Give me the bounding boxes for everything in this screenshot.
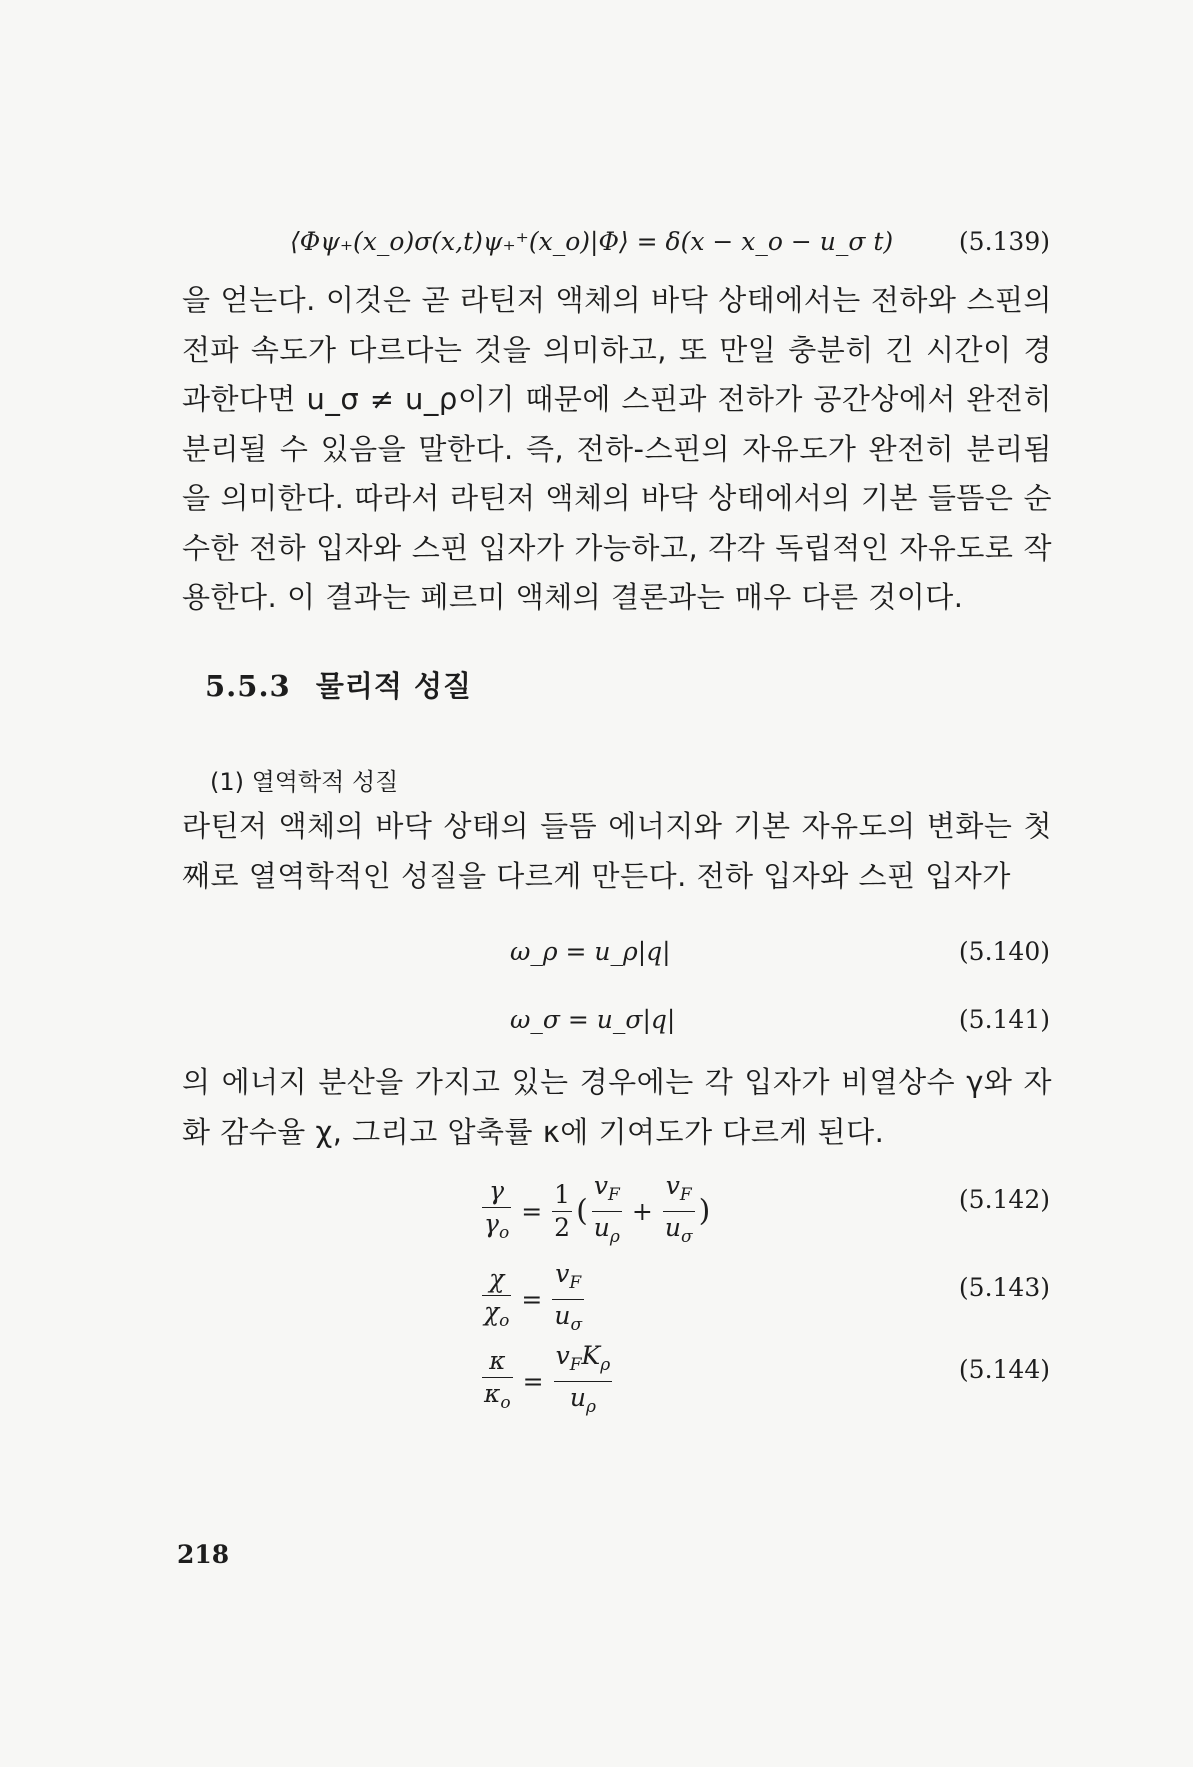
- equation-number: (5.143): [958, 1273, 1050, 1302]
- equation-body: ω_σ = u_σ|q|: [510, 1005, 676, 1034]
- equation-body-rendered: $\frac{\chi}{\chi_o}$ = $\frac{v_F}{u_\sigma}$: [484, 1259, 583, 1335]
- equation-number: (5.140): [958, 937, 1050, 966]
- paragraph-contributions: 의 에너지 분산을 가지고 있는 경우에는 각 입자가 비열상수 γ와 자화 감수율 χ, 그리고 압축률 κ에 기여도가 다르게 된다.: [182, 1065, 1052, 1149]
- equation-number: (5.139): [958, 227, 1050, 256]
- equation-number: (5.144): [958, 1355, 1050, 1384]
- equation-number: (5.141): [958, 1005, 1050, 1034]
- equation-body: ω_ρ = u_ρ|q|: [510, 937, 671, 966]
- equation-body-rendered: $\frac{\kappa}{\kappa_o}$ = $\frac{v_FK_\rho}{u_\rho}$: [484, 1341, 611, 1417]
- section-title-text: 물리적 성질: [315, 669, 473, 703]
- paragraph-spin-charge-separation: 을 얻는다. 이것은 곧 라틴저 액체의 바닥 상태에서는 전하와 스핀의 전파 속도가 다르다는 것을 의미하고, 또 만일 충분히 긴 시간이 경과한다면 u_σ ≠ u_ρ이기 때문에 스핀과 전하가 공간상에서 완전히 분리될 수 있음을 말한다. 즉, 전하-스핀의 자유도가 완전히 분리됨을 의미한다. 따라서 라틴저 액체의 바닥 상태에서의 기본 들뜸은 순수한 전하 입자와 스핀 입자가 가능하고, 각각 독립적인 자유도로 작용한다. 이 결과는 페르미 액체의 결론과는 매우 다른 것이다.: [182, 283, 1052, 614]
- paragraph-thermodynamics: 라틴저 액체의 바닥 상태의 들뜸 에너지와 기본 자유도의 변화는 첫째로 열역학적인 성질을 다르게 만든다. 전하 입자와 스핀 입자가: [182, 809, 1052, 893]
- subsection-title: (1) 열역학적 성질: [210, 768, 399, 796]
- equation-number: (5.142): [958, 1185, 1050, 1214]
- equation-body: ⟨Φψ₊(x_o)σ(x,t)ψ₊⁺(x_o)|Φ⟩ = δ(x − x_o − u_σ t): [290, 227, 894, 256]
- equation-body-rendered: $\frac{\gamma}{\gamma_o}$ = $\frac{1}{2}$ ( $\frac{v_F}{u_\rho}$ + $\frac{v_F}{u_\sigma}$ ): [484, 1171, 711, 1247]
- page-number: 218: [177, 1540, 230, 1569]
- section-number: 5.5.3: [205, 669, 291, 703]
- section-title: [205, 664, 472, 705]
